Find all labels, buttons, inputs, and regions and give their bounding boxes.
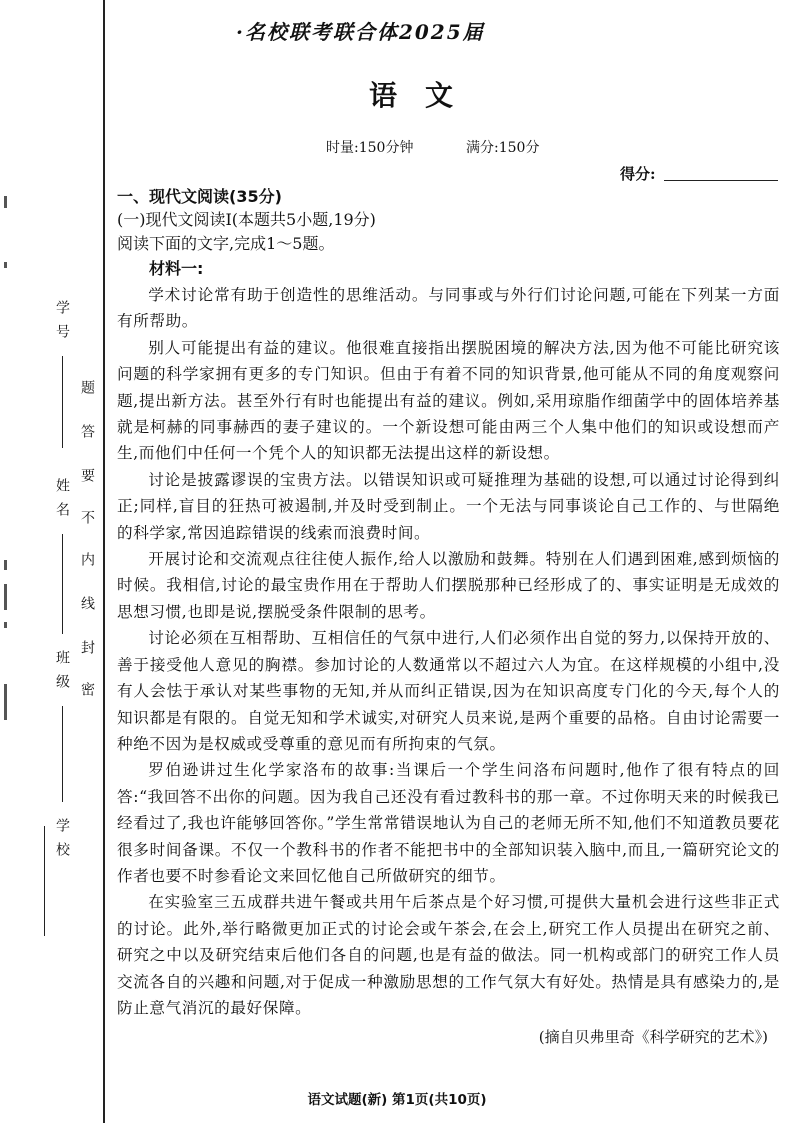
school-field[interactable]: 学校 <box>48 818 72 936</box>
warning-char: 封 <box>79 640 95 662</box>
subsection-heading: (一)现代文阅读Ⅰ(本题共5小题,19分) <box>117 210 376 229</box>
paragraph: 学术讨论常有助于创造性的思维活动。与同事或与外行们讨论问题,可能在下列某一方面有所帮助。 <box>117 286 780 331</box>
citation: (摘自贝弗里奇《科学研究的艺术》) <box>538 1028 768 1047</box>
warning-char: 题 <box>79 380 95 402</box>
paragraph: 讨论是披露谬误的宝贵方法。以错误知识或可疑推理为基础的设想,可以通过讨论得到纠正;同样,盲目的狂热可被遏制,并及时受到制止。一个无法与同事谈论自己工作的、与世隔绝的科学家,常因追踪错误的线索而浪费时间。 <box>117 470 780 542</box>
instruction: 阅读下面的文字,完成1～5题。 <box>117 234 335 253</box>
binding-line <box>103 0 105 1123</box>
warning-char: 密 <box>79 682 95 704</box>
warning-char: 线 <box>79 596 95 618</box>
section-heading: 一、现代文阅读(35分) <box>117 187 282 206</box>
exam-name: ·名校联考联合体2025届 <box>236 20 485 44</box>
full-score: 满分:150分 <box>466 140 540 156</box>
warning-char: 内 <box>79 552 95 574</box>
warning-char: 不 <box>79 510 95 532</box>
material-label: 材料一: <box>149 259 204 278</box>
time-limit: 时量:150分钟 <box>326 140 414 156</box>
warning-char: 要 <box>79 468 95 490</box>
class-field[interactable]: 班级 <box>48 650 72 802</box>
reading-section <box>117 186 780 1051</box>
paragraph: 在实验室三五成群共进午餐或共用午后茶点是个好习惯,可提供大量机会进行这些非正式的讨论。此外,举行略微更加正式的讨论会或午茶会,在会上,研究工作人员提出在研究之前、研究之中以及研究结束后他们各自的问题,也是有益的做法。同一机构或部门的研究工作人员交流各自的兴趣和问题,对于促成一种激励思想的工作气氛大有好处。热情是具有感染力的,是防止意气消沉的最好保障。 <box>117 893 780 1017</box>
paragraph: 罗伯逊讲过生化学家洛布的故事:当课后一个学生问洛布问题时,他作了很有特点的回答:“我回答不出你的问题。因为我自己还没有看过教科书的那一章。不过你明天来的时候我已经看过了,我也许能够回答你。”学生常常错误地认为自己的老师无所不知,他们不知道教员要花很多时间备课。不仅一个教科书的作者不能把书中的全部知识装入脑中,而且,一篇研究论文的作者也要不时参看论文来回忆他自己所做研究的细节。 <box>117 761 780 885</box>
subject-title: 语文 <box>368 79 481 112</box>
student-name-field[interactable]: 姓名 <box>48 478 72 634</box>
score-label: 得分: <box>620 165 656 183</box>
student-info-column <box>48 200 72 920</box>
student-id-field[interactable]: 学号 <box>48 300 72 448</box>
page-footer: 语文试题(新) 第1页(共10页) <box>307 1092 487 1108</box>
warning-char: 答 <box>79 424 95 446</box>
paragraph: 别人可能提出有益的建议。他很难直接指出摆脱困境的解决方法,因为他不可能比研究该问题的科学家拥有更多的专门知识。但由于有着不同的知识背景,他可能从不同的角度观察问题,提出新方法。甚至外行有时也能提出有益的建议。例如,采用琼脂作细菌学中的固体培养基就是柯赫的同事赫西的妻子建议的。一个新设想可能由两三个人集中他们的知识或设想而产生,而他们中任何一个凭个人的知识都无法提出这样的新设想。 <box>117 338 780 463</box>
paragraph: 讨论必须在互相帮助、互相信任的气氛中进行,人们必须作出自觉的努力,以保持开放的、善于接受他人意见的胸襟。参加讨论的人数通常以不超过六人为宜。在这样规模的小组中,没有人会怯于承认对某些事物的无知,并从而纠正错误,因为在知识高度专门化的今天,每个人的知识都是有限的。自觉无知和学术诚实,对研究人员来说,是两个重要的品格。自由讨论需要一种绝不因为是权威或受尊重的意见而有所拘束的气氛。 <box>117 629 780 753</box>
paragraph: 开展讨论和交流观点往往使人振作,给人以激励和鼓舞。特别在人们遇到困难,感到烦恼的时候。我相信,讨论的最宝贵作用在于帮助人们摆脱那种已经形成了的、事实证明是无成效的思想习惯,也即是说,摆脱受条件限制的思考。 <box>117 550 780 621</box>
score-blank[interactable] <box>664 180 778 181</box>
